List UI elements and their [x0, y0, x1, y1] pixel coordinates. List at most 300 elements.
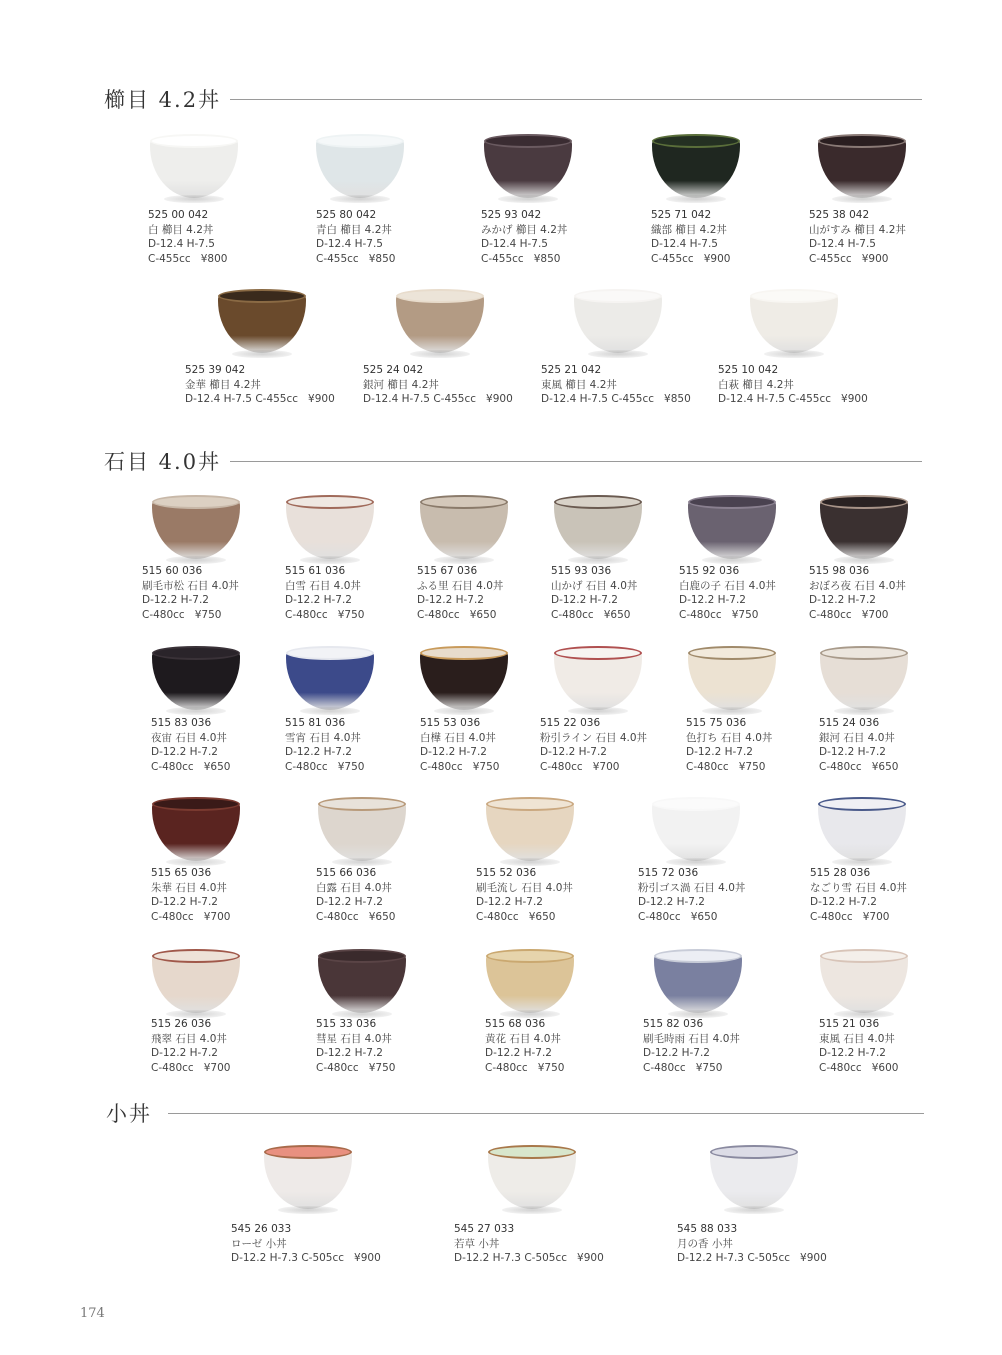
bowl-body: [286, 501, 374, 559]
product-code: 515 26 036: [151, 1018, 212, 1030]
product-name: 東風 櫛目 4.2丼: [541, 378, 617, 391]
product-capacity: C-455cc: [611, 393, 655, 406]
product-dimensions: D-12.2 H-7.2: [638, 896, 705, 909]
product-price: ¥750: [731, 608, 759, 621]
product-price: ¥700: [203, 910, 231, 923]
bowl-image: [150, 132, 238, 212]
product-info: [363, 363, 513, 407]
bowl-rim: [818, 797, 906, 811]
product-capacity: C-455cc: [255, 393, 299, 406]
bowl-rim: [396, 289, 484, 303]
product-name: なごり雪 石目 4.0丼: [810, 881, 907, 894]
bowl-body: [750, 295, 838, 353]
product-dimensions: D-12.2 H-7.3: [231, 1252, 298, 1265]
bowl-image: [688, 644, 776, 724]
bowl-rim: [152, 797, 240, 811]
product-info: [679, 564, 776, 622]
product-dimensions: D-12.2 H-7.2: [285, 594, 352, 607]
product-name: 白 櫛目 4.2丼: [148, 223, 214, 236]
product-code: 525 21 042: [541, 364, 602, 376]
product-name: 夜宙 石目 4.0丼: [151, 731, 227, 744]
product-dimensions: D-12.2 H-7.2: [809, 594, 876, 607]
bowl-rim: [820, 949, 908, 963]
page-number: 174: [80, 1306, 105, 1321]
product-name: 飛翠 石目 4.0丼: [151, 1032, 227, 1045]
bowl-rim: [486, 797, 574, 811]
product-price: ¥650: [528, 910, 556, 923]
product-info: [454, 1222, 604, 1266]
bowl-body: [420, 501, 508, 559]
bowl-rim: [150, 134, 238, 148]
product-capacity: C-480cc: [151, 760, 194, 773]
product-price: ¥900: [308, 393, 335, 406]
product-price: ¥750: [472, 760, 500, 773]
bowl-body: [150, 140, 238, 198]
bowl-rim: [264, 1145, 352, 1159]
product-capacity: C-480cc: [551, 608, 594, 621]
bowl-body: [152, 803, 240, 861]
product-code: 525 10 042: [718, 364, 779, 376]
section-rule: [230, 461, 922, 462]
bowl-image: [264, 1143, 352, 1223]
bowl-body: [652, 803, 740, 861]
bowl-body: [688, 652, 776, 710]
product-name: 彗星 石目 4.0丼: [316, 1032, 392, 1045]
product-dimensions: D-12.2 H-7.3: [454, 1252, 521, 1265]
product-code: 515 93 036: [551, 565, 612, 577]
bowl-body: [152, 652, 240, 710]
product-price: ¥900: [577, 1252, 604, 1265]
product-info: [819, 716, 898, 774]
bowl-image: [574, 287, 662, 367]
bowl-image: [286, 493, 374, 573]
product-price: ¥850: [533, 252, 561, 265]
product-price: ¥700: [861, 608, 889, 621]
product-dimensions: D-12.4 H-7.5: [809, 238, 876, 251]
product-name: 黄花 石目 4.0丼: [485, 1032, 561, 1045]
product-code: 525 93 042: [481, 209, 542, 221]
product-dimensions: D-12.4 H-7.5: [148, 238, 215, 251]
product-dimensions: D-12.2 H-7.2: [316, 1047, 383, 1060]
product-name: 白雪 石目 4.0丼: [285, 579, 361, 592]
product-dimensions: D-12.4 H-7.5: [316, 238, 383, 251]
product-code: 515 67 036: [417, 565, 478, 577]
bowl-rim: [152, 646, 240, 660]
product-dimensions: D-12.2 H-7.3: [677, 1252, 744, 1265]
product-dimensions: D-12.2 H-7.2: [142, 594, 209, 607]
product-price: ¥800: [200, 252, 228, 265]
bowl-image: [818, 795, 906, 875]
bowl-image: [820, 493, 908, 573]
bowl-rim: [688, 495, 776, 509]
product-capacity: C-455cc: [433, 393, 477, 406]
product-dimensions: D-12.2 H-7.2: [420, 746, 487, 759]
bowl-body: [316, 140, 404, 198]
product-info: [185, 363, 335, 407]
product-code: 515 60 036: [142, 565, 203, 577]
product-dimensions: D-12.4 H-7.5: [651, 238, 718, 251]
product-price: ¥650: [603, 608, 631, 621]
product-code: 525 38 042: [809, 209, 870, 221]
product-code: 515 81 036: [285, 717, 346, 729]
product-dimensions: D-12.2 H-7.2: [151, 746, 218, 759]
bowl-rim: [818, 134, 906, 148]
bowl-body: [654, 955, 742, 1013]
product-code: 515 82 036: [643, 1018, 704, 1030]
product-info: [718, 363, 868, 407]
product-price: ¥650: [368, 910, 396, 923]
bowl-rim: [654, 949, 742, 963]
product-dimensions: D-12.2 H-7.2: [476, 896, 543, 909]
product-capacity: C-480cc: [485, 1061, 528, 1074]
bowl-body: [420, 652, 508, 710]
bowl-image: [286, 644, 374, 724]
product-capacity: C-480cc: [316, 910, 359, 923]
bowl-body: [488, 1151, 576, 1209]
bowl-rim: [486, 949, 574, 963]
product-code: 525 24 042: [363, 364, 424, 376]
bowl-body: [218, 295, 306, 353]
product-name: 山がすみ 櫛目 4.2丼: [809, 223, 906, 236]
bowl-body: [574, 295, 662, 353]
product-capacity: C-455cc: [481, 252, 524, 265]
bowl-body: [152, 501, 240, 559]
product-capacity: C-455cc: [788, 393, 832, 406]
product-name: ふる里 石目 4.0丼: [417, 579, 504, 592]
bowl-image: [152, 493, 240, 573]
bowl-image: [654, 947, 742, 1027]
product-capacity: C-455cc: [148, 252, 191, 265]
bowl-image: [318, 947, 406, 1027]
product-dimensions: D-12.2 H-7.2: [540, 746, 607, 759]
bowl-image: [554, 644, 642, 724]
product-dimensions: D-12.2 H-7.2: [285, 746, 352, 759]
product-price: ¥600: [871, 1061, 899, 1074]
product-name: おぼろ夜 石目 4.0丼: [809, 579, 906, 592]
product-name: 粉引ライン 石目 4.0丼: [540, 731, 648, 744]
bowl-body: [486, 803, 574, 861]
product-name: 織部 櫛目 4.2丼: [651, 223, 727, 236]
product-price: ¥900: [703, 252, 731, 265]
bowl-rim: [750, 289, 838, 303]
bowl-body: [818, 803, 906, 861]
product-name: 山かげ 石目 4.0丼: [551, 579, 638, 592]
bowl-body: [396, 295, 484, 353]
bowl-image: [688, 493, 776, 573]
product-dimensions: D-12.2 H-7.2: [485, 1047, 552, 1060]
bowl-image: [486, 947, 574, 1027]
bowl-image: [486, 795, 574, 875]
product-price: ¥700: [862, 910, 890, 923]
product-name: 銀河 石目 4.0丼: [819, 731, 895, 744]
bowl-rim: [652, 797, 740, 811]
product-capacity: C-480cc: [643, 1061, 686, 1074]
product-price: ¥750: [695, 1061, 723, 1074]
bowl-rim: [286, 495, 374, 509]
product-code: 515 98 036: [809, 565, 870, 577]
bowl-rim: [218, 289, 306, 303]
product-name: 雪宵 石目 4.0丼: [285, 731, 361, 744]
product-dimensions: D-12.2 H-7.2: [819, 1047, 886, 1060]
product-info: [643, 1017, 740, 1075]
bowl-body: [486, 955, 574, 1013]
product-code: 515 52 036: [476, 867, 537, 879]
bowl-body: [286, 652, 374, 710]
product-dimensions: D-12.2 H-7.2: [819, 746, 886, 759]
product-code: 515 92 036: [679, 565, 740, 577]
bowl-rim: [484, 134, 572, 148]
product-code: 545 26 033: [231, 1223, 292, 1235]
product-code: 515 75 036: [686, 717, 747, 729]
section-rule: [168, 1113, 924, 1114]
product-name: みかげ 櫛目 4.2丼: [481, 223, 568, 236]
product-info: [316, 866, 395, 924]
bowl-image: [152, 795, 240, 875]
bowl-rim: [710, 1145, 798, 1159]
product-capacity: C-505cc: [524, 1252, 568, 1265]
product-name: 刷毛流し 石目 4.0丼: [476, 881, 573, 894]
bowl-rim: [688, 646, 776, 660]
product-info: [551, 564, 637, 622]
product-dimensions: D-12.2 H-7.2: [686, 746, 753, 759]
product-code: 545 27 033: [454, 1223, 515, 1235]
bowl-body: [318, 955, 406, 1013]
product-dimensions: D-12.2 H-7.2: [643, 1047, 710, 1060]
bowl-image: [710, 1143, 798, 1223]
product-name: 刷毛市松 石目 4.0丼: [142, 579, 239, 592]
product-info: [285, 564, 364, 622]
product-info: [420, 716, 499, 774]
product-dimensions: D-12.4 H-7.5: [718, 393, 785, 406]
product-capacity: C-480cc: [819, 760, 862, 773]
product-name: 色打ち 石目 4.0丼: [686, 731, 773, 744]
product-capacity: C-480cc: [810, 910, 853, 923]
product-capacity: C-480cc: [417, 608, 460, 621]
product-capacity: C-455cc: [809, 252, 852, 265]
product-capacity: C-480cc: [316, 1061, 359, 1074]
bowl-rim: [420, 646, 508, 660]
product-info: [151, 1017, 230, 1075]
bowl-rim: [318, 797, 406, 811]
section-title-kushime: 櫛目 4.2丼: [104, 88, 222, 112]
product-capacity: C-480cc: [809, 608, 852, 621]
bowl-image: [818, 132, 906, 212]
product-dimensions: D-12.2 H-7.2: [551, 594, 618, 607]
bowl-image: [420, 644, 508, 724]
product-price: ¥750: [337, 760, 365, 773]
product-name: 白露 石目 4.0丼: [316, 881, 392, 894]
product-name: 若草 小丼: [454, 1237, 500, 1250]
product-info: [148, 208, 227, 266]
product-price: ¥750: [537, 1061, 565, 1074]
product-dimensions: D-12.4 H-7.5: [363, 393, 430, 406]
bowl-rim: [286, 646, 374, 660]
product-code: 525 39 042: [185, 364, 246, 376]
product-info: [541, 363, 691, 407]
product-info: [540, 716, 647, 774]
section-title-ishime: 石目 4.0丼: [104, 450, 222, 474]
product-price: ¥650: [690, 910, 718, 923]
product-name: 東風 石目 4.0丼: [819, 1032, 895, 1045]
product-info: [151, 716, 230, 774]
product-code: 515 28 036: [810, 867, 871, 879]
bowl-body: [652, 140, 740, 198]
product-capacity: C-480cc: [151, 1061, 194, 1074]
product-capacity: C-480cc: [476, 910, 519, 923]
product-capacity: C-480cc: [540, 760, 583, 773]
product-code: 515 72 036: [638, 867, 699, 879]
bowl-body: [820, 652, 908, 710]
product-price: ¥650: [871, 760, 899, 773]
product-info: [316, 208, 395, 266]
product-info: [686, 716, 772, 774]
product-code: 515 24 036: [819, 717, 880, 729]
product-dimensions: D-12.4 H-7.5: [185, 393, 252, 406]
product-name: 刷毛時雨 石目 4.0丼: [643, 1032, 740, 1045]
bowl-image: [750, 287, 838, 367]
product-capacity: C-480cc: [686, 760, 729, 773]
bowl-image: [488, 1143, 576, 1223]
product-code: 515 83 036: [151, 717, 212, 729]
bowl-image: [554, 493, 642, 573]
product-code: 515 68 036: [485, 1018, 546, 1030]
product-price: ¥750: [194, 608, 222, 621]
bowl-image: [396, 287, 484, 367]
product-price: ¥650: [203, 760, 231, 773]
bowl-body: [820, 955, 908, 1013]
bowl-image: [318, 795, 406, 875]
product-code: 515 66 036: [316, 867, 377, 879]
bowl-image: [152, 644, 240, 724]
bowl-body: [688, 501, 776, 559]
product-price: ¥850: [368, 252, 396, 265]
bowl-image: [652, 795, 740, 875]
product-price: ¥900: [841, 393, 868, 406]
product-code: 525 71 042: [651, 209, 712, 221]
product-code: 525 80 042: [316, 209, 377, 221]
product-info: [819, 1017, 898, 1075]
product-info: [485, 1017, 564, 1075]
product-dimensions: D-12.2 H-7.2: [679, 594, 746, 607]
bowl-rim: [820, 646, 908, 660]
bowl-rim: [574, 289, 662, 303]
product-capacity: C-505cc: [301, 1252, 345, 1265]
product-capacity: C-455cc: [316, 252, 359, 265]
bowl-image: [152, 947, 240, 1027]
bowl-body: [264, 1151, 352, 1209]
bowl-rim: [318, 949, 406, 963]
product-price: ¥650: [469, 608, 497, 621]
product-capacity: C-480cc: [819, 1061, 862, 1074]
product-code: 515 33 036: [316, 1018, 377, 1030]
product-code: 545 88 033: [677, 1223, 738, 1235]
product-name: 白樺 石目 4.0丼: [420, 731, 496, 744]
product-price: ¥750: [738, 760, 766, 773]
product-info: [810, 866, 907, 924]
bowl-body: [710, 1151, 798, 1209]
bowl-rim: [554, 495, 642, 509]
bowl-body: [484, 140, 572, 198]
product-dimensions: D-12.2 H-7.2: [417, 594, 484, 607]
product-info: [151, 866, 230, 924]
product-info: [638, 866, 745, 924]
product-code: 515 53 036: [420, 717, 481, 729]
product-capacity: C-480cc: [420, 760, 463, 773]
product-dimensions: D-12.2 H-7.2: [810, 896, 877, 909]
section-title-kodon: 小丼: [106, 1102, 152, 1126]
bowl-image: [218, 287, 306, 367]
product-info: [677, 1222, 827, 1266]
product-info: [285, 716, 364, 774]
product-capacity: C-480cc: [151, 910, 194, 923]
product-capacity: C-480cc: [142, 608, 185, 621]
bowl-rim: [316, 134, 404, 148]
product-capacity: C-480cc: [285, 608, 328, 621]
bowl-rim: [152, 949, 240, 963]
bowl-body: [818, 140, 906, 198]
bowl-image: [820, 947, 908, 1027]
product-name: 粉引ゴス渦 石目 4.0丼: [638, 881, 746, 894]
product-code: 515 22 036: [540, 717, 601, 729]
product-name: ローゼ 小丼: [231, 1237, 287, 1250]
product-price: ¥750: [368, 1061, 396, 1074]
product-name: 朱華 石目 4.0丼: [151, 881, 227, 894]
bowl-image: [420, 493, 508, 573]
product-dimensions: D-12.2 H-7.2: [151, 1047, 218, 1060]
bowl-rim: [554, 646, 642, 660]
product-name: 金華 櫛目 4.2丼: [185, 378, 261, 391]
product-name: 白萩 櫛目 4.2丼: [718, 378, 794, 391]
bowl-rim: [488, 1145, 576, 1159]
product-info: [809, 208, 906, 266]
product-price: ¥850: [664, 393, 691, 406]
product-price: ¥750: [337, 608, 365, 621]
bowl-body: [318, 803, 406, 861]
product-dimensions: D-12.2 H-7.2: [151, 896, 218, 909]
product-price: ¥900: [486, 393, 513, 406]
bowl-rim: [420, 495, 508, 509]
product-code: 525 00 042: [148, 209, 209, 221]
product-capacity: C-505cc: [747, 1252, 791, 1265]
product-info: [481, 208, 567, 266]
product-dimensions: D-12.4 H-7.5: [541, 393, 608, 406]
product-dimensions: D-12.2 H-7.2: [316, 896, 383, 909]
product-capacity: C-480cc: [285, 760, 328, 773]
product-price: ¥700: [203, 1061, 231, 1074]
product-info: [142, 564, 239, 622]
product-code: 515 65 036: [151, 867, 212, 879]
product-price: ¥900: [861, 252, 889, 265]
product-capacity: C-480cc: [638, 910, 681, 923]
product-price: ¥900: [354, 1252, 381, 1265]
product-capacity: C-455cc: [651, 252, 694, 265]
product-capacity: C-480cc: [679, 608, 722, 621]
product-code: 515 61 036: [285, 565, 346, 577]
bowl-body: [554, 501, 642, 559]
product-info: [809, 564, 906, 622]
product-name: 白鹿の子 石目 4.0丼: [679, 579, 776, 592]
bowl-rim: [820, 495, 908, 509]
product-dimensions: D-12.4 H-7.5: [481, 238, 548, 251]
product-info: [231, 1222, 381, 1266]
bowl-body: [554, 652, 642, 710]
product-info: [476, 866, 573, 924]
bowl-image: [316, 132, 404, 212]
product-info: [651, 208, 730, 266]
product-price: ¥700: [592, 760, 620, 773]
bowl-body: [152, 955, 240, 1013]
product-name: 月の香 小丼: [677, 1237, 733, 1250]
